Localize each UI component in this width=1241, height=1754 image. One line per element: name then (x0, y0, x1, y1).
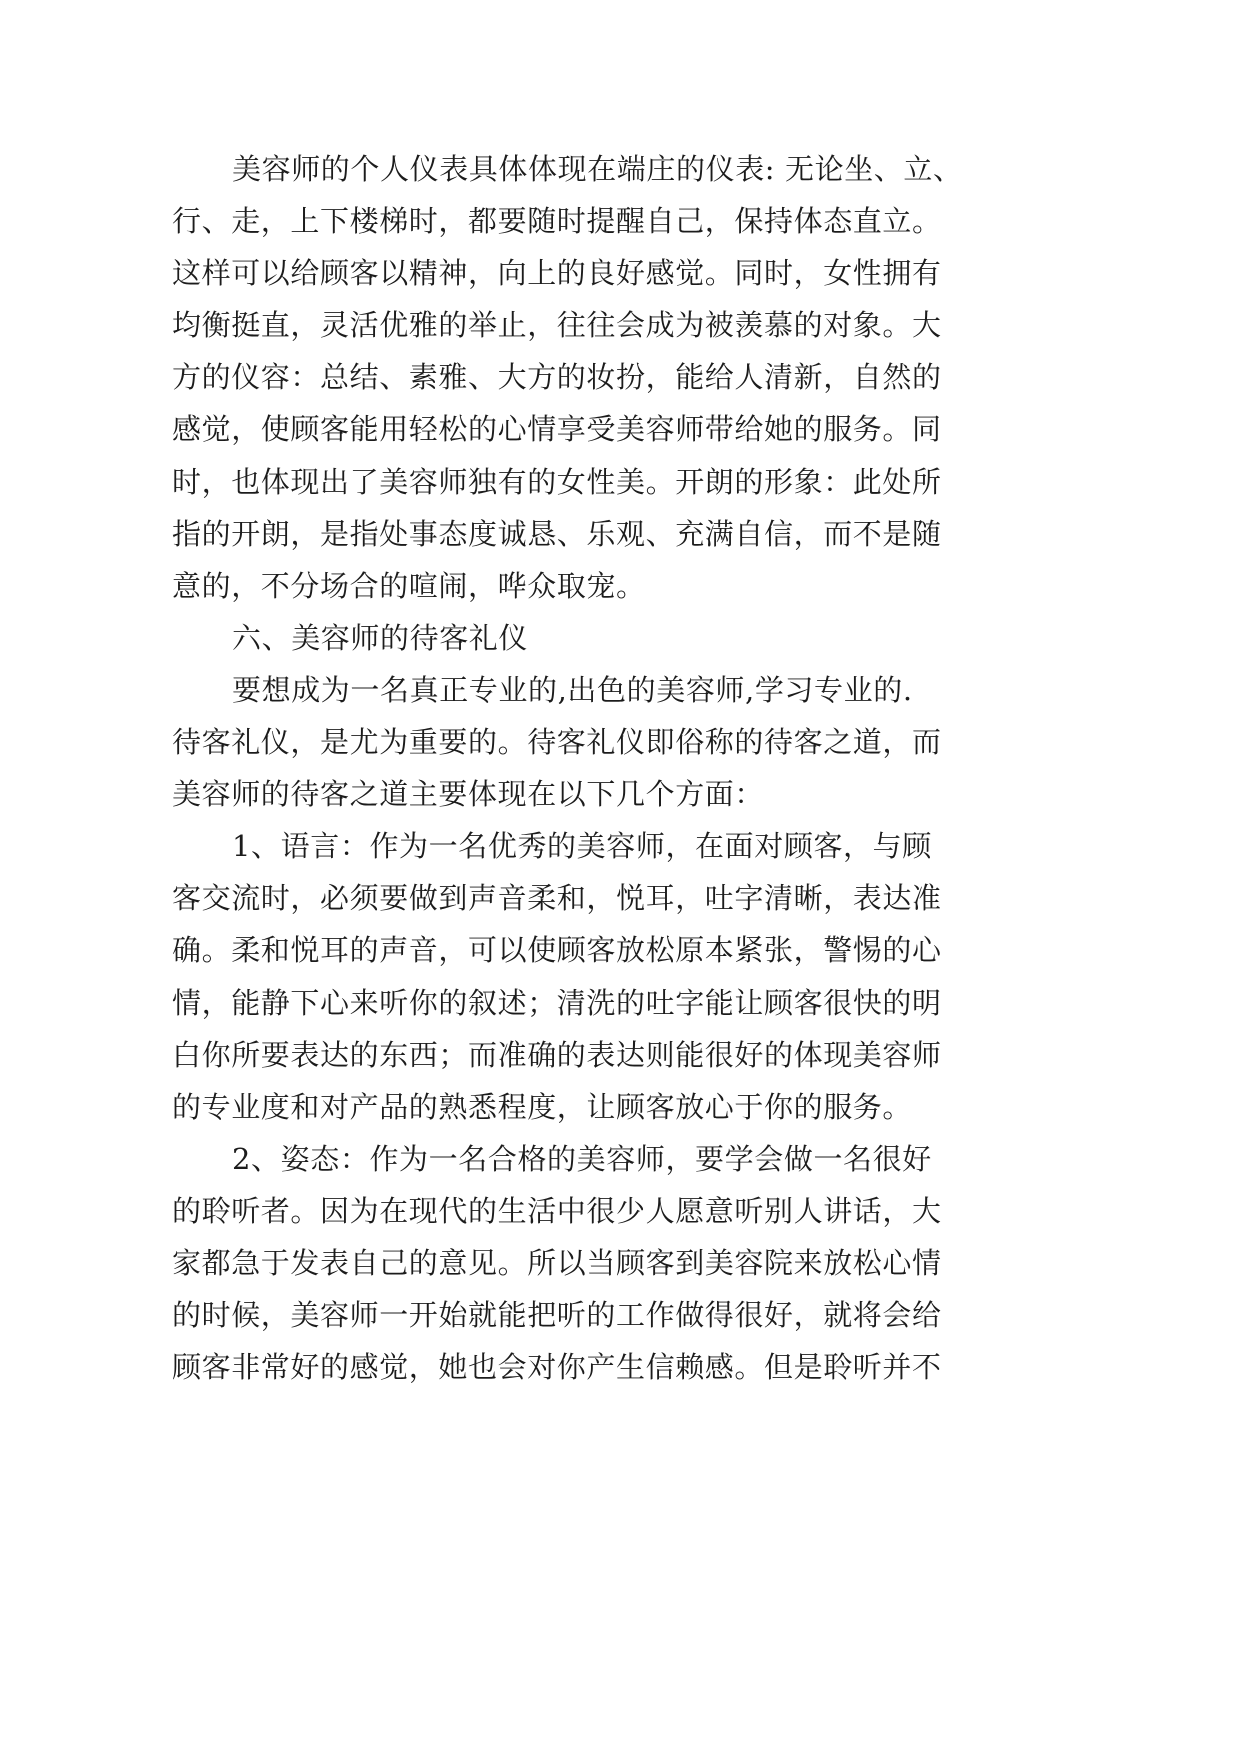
text-line: 感觉，使顾客能用轻松的心情享受美容师带给她的服务。同 (172, 412, 942, 447)
paragraph-intro (172, 664, 972, 820)
text-line: 方的仪容：总结、素雅、大方的妆扮，能给人清新，自然的 (172, 360, 942, 395)
text-line: 1、语言：作为一名优秀的美容师，在面对顾客，与顾 (232, 829, 932, 864)
text-line: 的聆听者。因为在现代的生活中很少人愿意听别人讲话，大 (172, 1193, 942, 1228)
text-line: 这样可以给顾客以精神，向上的良好感觉。同时，女性拥有 (172, 256, 942, 291)
paragraph-posture (172, 1133, 972, 1393)
text-line: 2、姿态：作为一名合格的美容师，要学会做一名很好 (232, 1141, 932, 1176)
text-line: 顾客非常好的感觉，她也会对你产生信赖感。但是聆听并不 (172, 1350, 942, 1385)
text-line: 要想成为一名真正专业的,出色的美容师,学习专业的. (232, 672, 913, 707)
text-line: 意的，不分场合的喧闹，哗众取宠。 (172, 568, 646, 603)
text-line: 美容师的个人仪表具体体现在端庄的仪表: 无论坐、立、 (232, 152, 963, 186)
text-line: 白你所要表达的东西；而准确的表达则能很好的体现美容师 (172, 1037, 942, 1072)
text-line: 行、走，上下楼梯时，都要随时提醒自己，保持体态直立。 (172, 204, 942, 239)
text-line: 确。柔和悦耳的声音，可以使顾客放松原本紧张，警惕的心 (172, 933, 942, 968)
section-heading (172, 612, 972, 664)
text-line: 均衡挺直，灵活优雅的举止，往往会成为被羡慕的对象。大 (172, 308, 942, 343)
text-line: 家都急于发表自己的意见。所以当顾客到美容院来放松心情 (172, 1245, 942, 1280)
text-line: 情，能静下心来听你的叙述；清洗的吐字能让顾客很快的明 (172, 985, 942, 1020)
text-line: 客交流时，必须要做到声音柔和，悦耳，吐字清晰，表达准 (172, 881, 942, 916)
paragraph-appearance (172, 143, 972, 612)
text-line: 待客礼仪，是尤为重要的。待客礼仪即俗称的待客之道，而 (172, 725, 942, 760)
text-line: 的专业度和对产品的熟悉程度，让顾客放心于你的服务。 (172, 1089, 913, 1124)
paragraph-language (172, 820, 972, 1133)
text-line: 指的开朗，是指处事态度诚恳、乐观、充满自信，而不是随 (172, 516, 942, 551)
text-line: 的时候，美容师一开始就能把听的工作做得很好，就将会给 (172, 1298, 942, 1333)
section-heading-text: 六、美容师的待客礼仪 (232, 620, 529, 655)
document-body (172, 143, 972, 1393)
text-line: 时，也体现出了美容师独有的女性美。开朗的形象：此处所 (172, 464, 942, 499)
text-line: 美容师的待客之道主要体现在以下几个方面： (172, 777, 765, 812)
